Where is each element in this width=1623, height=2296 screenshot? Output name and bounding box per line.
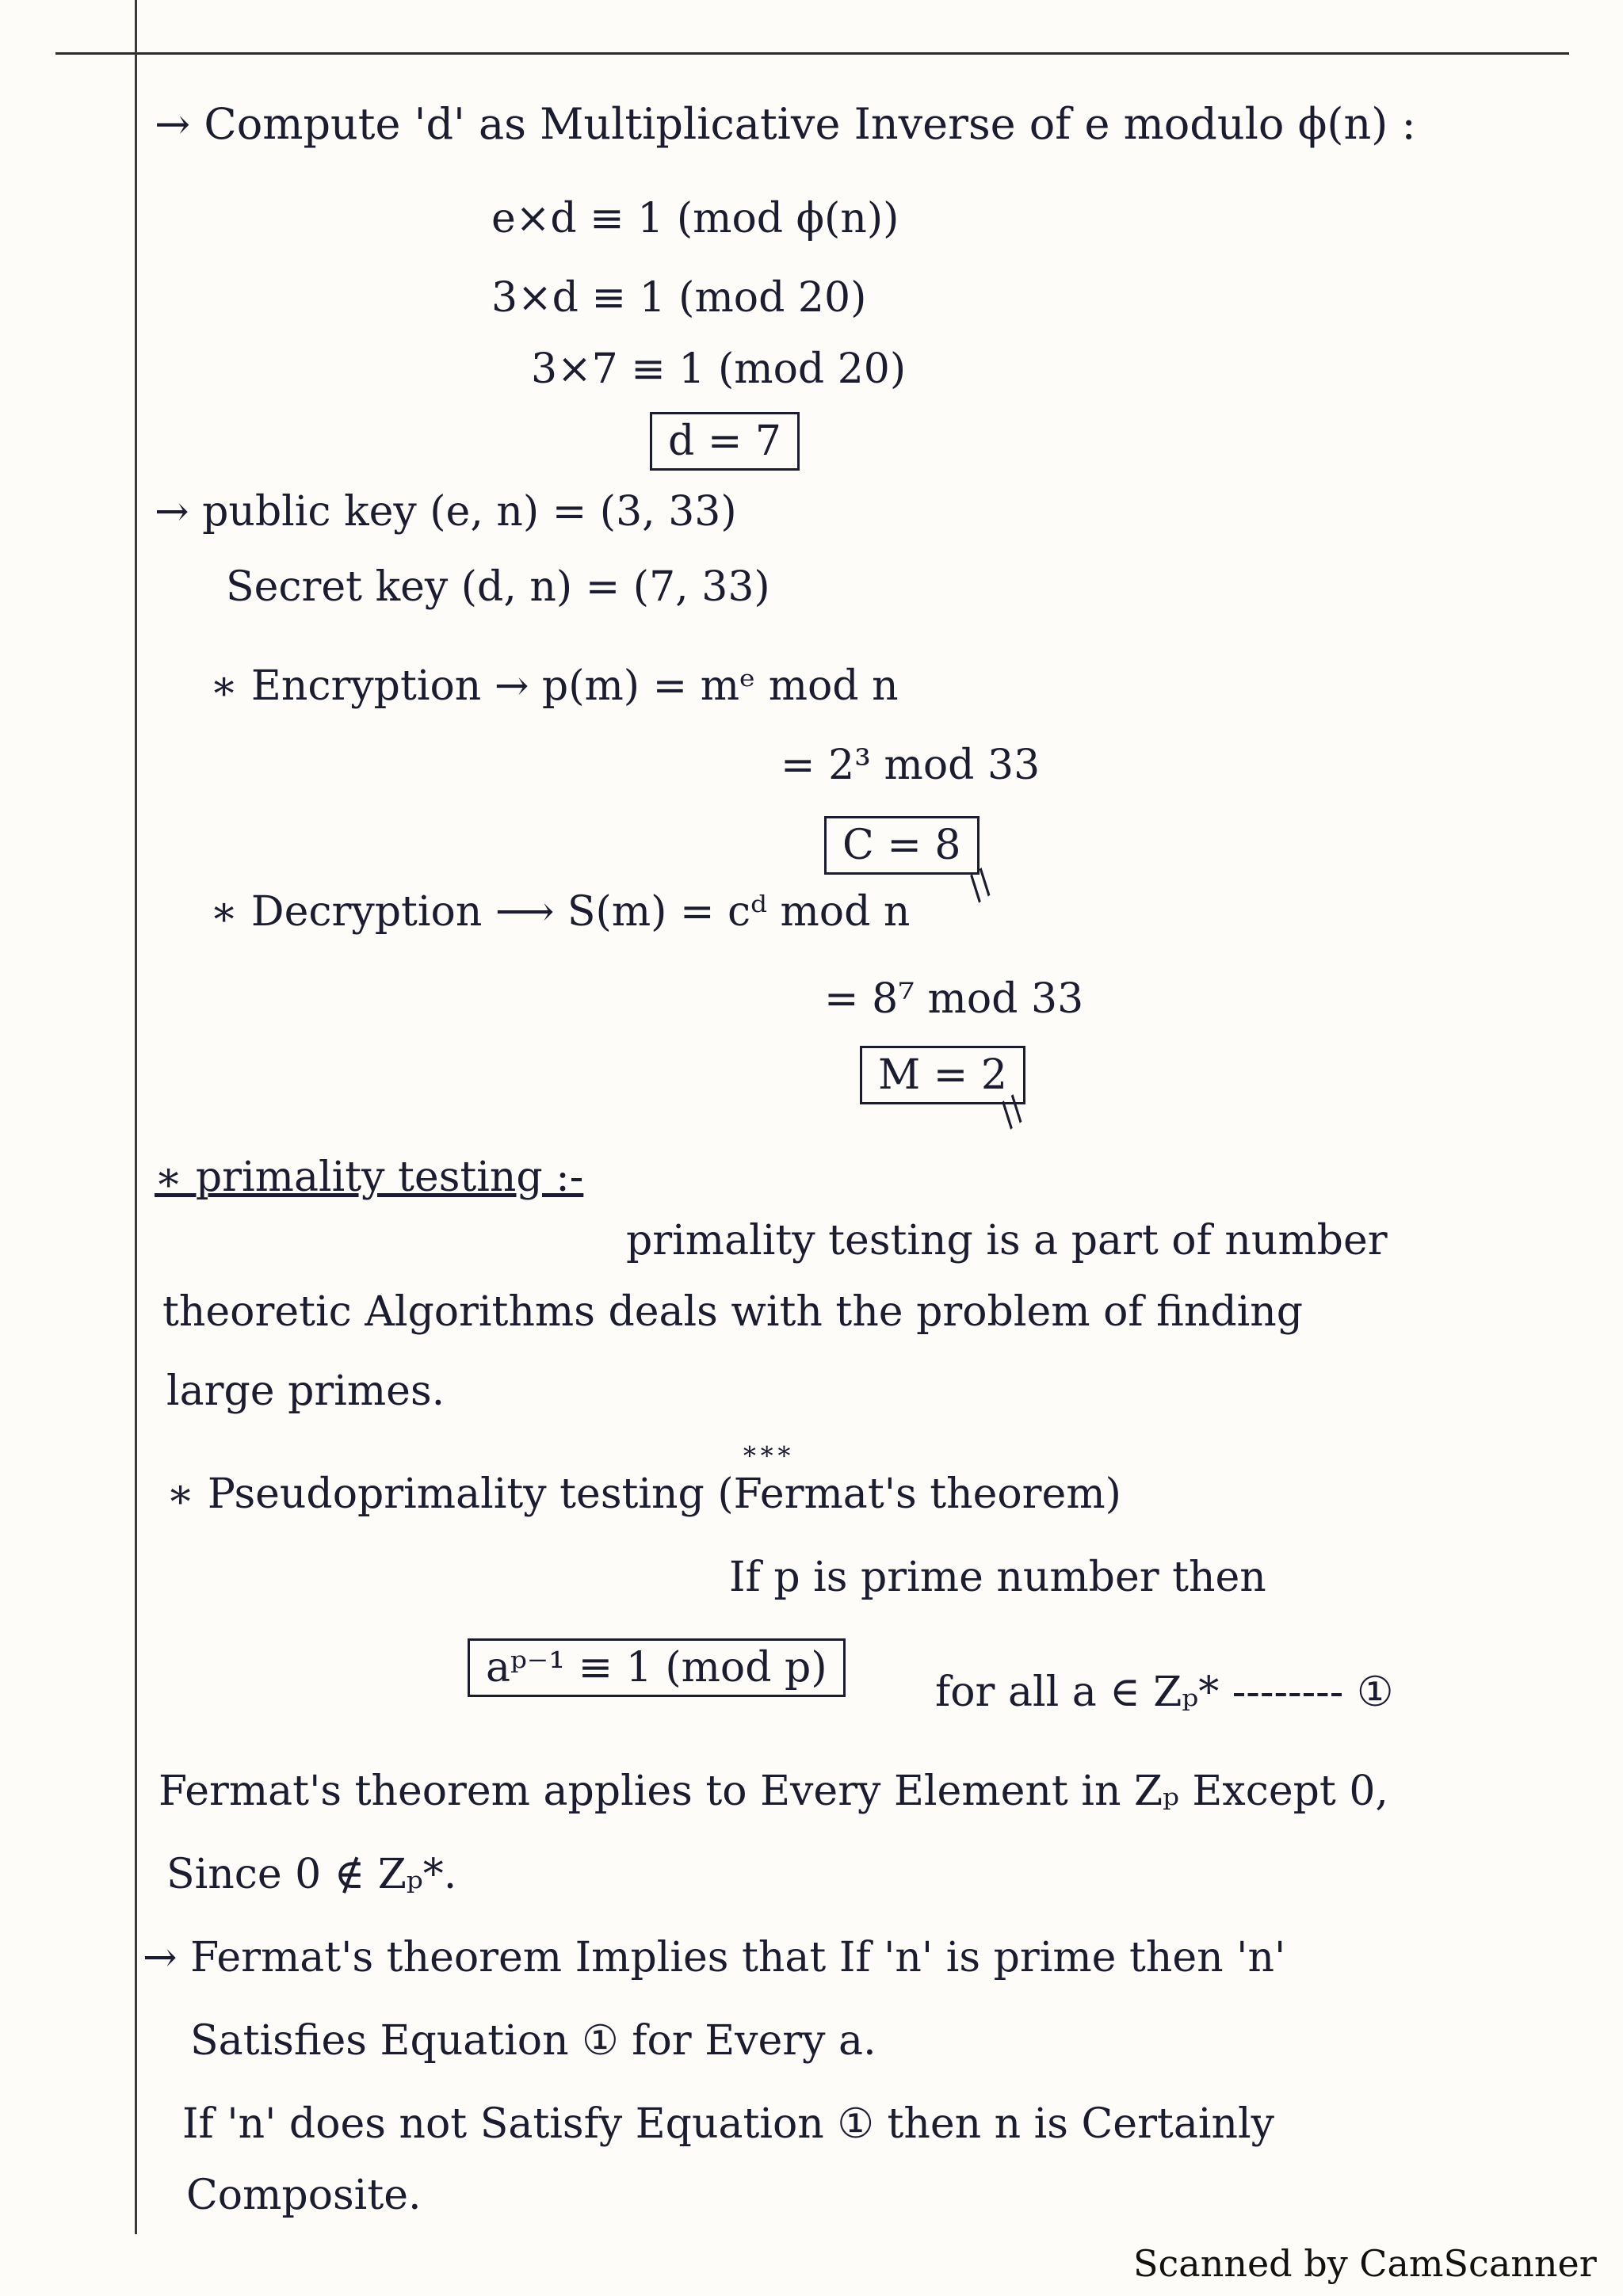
- equation-3: 3×7 ≡ 1 (mod 20): [531, 345, 907, 393]
- compute-d-line: → Compute 'd' as Multiplicative Inverse of e modulo ϕ(n) :: [155, 99, 1416, 149]
- primality-heading: ∗ primality testing :-: [155, 1154, 584, 1201]
- decryption-step: = 8⁷ mod 33: [824, 975, 1084, 1023]
- implies-line-1: → Fermat's theorem Implies that If 'n' is prime then 'n': [143, 1934, 1286, 1981]
- public-key-line: → public key (e, n) = (3, 33): [155, 488, 737, 536]
- camscanner-footer: Scanned by CamScanner: [1133, 2242, 1597, 2285]
- secret-key-line: Secret key (d, n) = (7, 33): [226, 563, 770, 611]
- not-satisfy-line-2: Composite.: [186, 2172, 422, 2219]
- encryption-step: = 2³ mod 33: [781, 742, 1041, 789]
- double-tick-mark-2: //: [991, 1089, 1032, 1134]
- margin-line: [135, 0, 137, 2234]
- page-top-rule: [55, 52, 1569, 55]
- equation-2: 3×d ≡ 1 (mod 20): [491, 274, 867, 322]
- for-all-line: for all a ∈ Zₚ* -------- ①: [935, 1669, 1394, 1716]
- fermat-applies-2: Since 0 ∉ Zₚ*.: [166, 1851, 457, 1898]
- pseudoprimality-heading: ∗ Pseudoprimality testing (Fermat's theorem): [166, 1470, 1121, 1518]
- encryption-line: ∗ Encryption → p(m) = mᵉ mod n: [210, 662, 899, 710]
- implies-line-2: Satisfies Equation ① for Every a.: [190, 2017, 876, 2065]
- star-marks: ∗∗∗: [741, 1436, 793, 1466]
- equation-1: e×d ≡ 1 (mod ϕ(n)): [491, 195, 899, 242]
- d-result-box: d = 7: [650, 412, 800, 471]
- if-p-prime-line: If p is prime number then: [729, 1554, 1266, 1601]
- primality-text-3: large primes.: [166, 1367, 445, 1415]
- decryption-line: ∗ Decryption ⟶ S(m) = cᵈ mod n: [210, 888, 911, 936]
- primality-text-2: theoretic Algorithms deals with the problem of finding: [162, 1288, 1304, 1336]
- fermat-applies-1: Fermat's theorem applies to Every Element in Zₚ Except 0,: [158, 1768, 1388, 1815]
- double-tick-mark: //: [959, 862, 1000, 907]
- not-satisfy-line-1: If 'n' does not Satisfy Equation ① then n is Certainly: [182, 2100, 1274, 2148]
- c-result-box: C = 8: [824, 816, 980, 875]
- primality-text-1: primality testing is a part of number: [626, 1217, 1388, 1264]
- m-result-box: M = 2: [860, 1046, 1025, 1104]
- fermat-equation-box: aᵖ⁻¹ ≡ 1 (mod p): [468, 1638, 846, 1697]
